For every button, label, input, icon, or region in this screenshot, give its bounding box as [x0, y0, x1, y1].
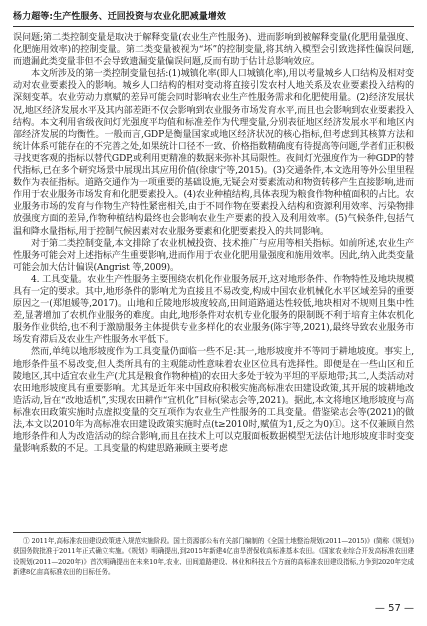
paragraph: 误问题;第二类控制变量是取决于解释变量(农业生产性服务)、进而影响到被解释变量(化肥用量强度、化肥施用效率)的控制变量。第二类变量被视为“坏”的控制变量,将其纳入模型会引致选择性偏误问题,而遗漏此类变量非但不会导致遗漏变量偏误问题,反而有助于估计总影响效应。: [13, 33, 414, 68]
footnote: [13, 536, 414, 598]
paragraph: 然而,单纯以地形坡度作为工具变量仍面临一些不足:其一,地形坡度并不等同于耕地坡度。事实上,地形条件虽不易改变,但人类所具有的主观能动性意味着农业区位具有选择性。即便是在一些山区和丘陵地区,其中适宜农业生产(尤其是粮食作物种植)的农田大多处于较为平坦的平原地带;其二,人类活动对农田地形坡度具有重要影响。尤其是近年来中国政府积极实施高标准农田建设政策,其开展的坡耕地改造活动,旨在“改地适机”,实现农田耕作“宜机化”目标(梁志会等,2021)。据此,本文将地区地形坡度与高标准农田政策实施时点虚拟变量的交互项作为农业生产性服务的工具变量。借鉴梁志会等(2021)的做法,本文以2010年为高标准农田建设政策实施时点(t≥2010时,赋值为1,反之为0)①。这不仅兼顾自然地形条件和人为改造活动的综合影响,而且在技术上可以克服面板数据模型无法估计地形坡度非时变变量影响系数的不足。工具变量的构建思路兼顾主要考虑: [13, 347, 414, 455]
paragraph: 对于第二类控制变量,本文排除了农业机械投资、技术推广与应用等相关指标。如前所述,农业生产性服务可能会对上述指标产生重要影响,进而作用于农业化肥用量强度和施用效率。因此,纳入此类变量可能会加大估计偏误(Angrist 等,2009)。: [13, 238, 414, 273]
body-text: [13, 32, 414, 528]
header-divider: [13, 26, 414, 27]
running-header-title: 杨力超等:生产性服务、迁回投资与农业化肥减量增效: [13, 12, 227, 22]
paragraph: 本文所涉及的第一类控制变量包括:(1)城镇化率(即人口城镇化率),用以考量城乡人口结构及相对变动对农业要素投入的影响。城乡人口结构的相对变动将直接引发农村人地关系及农业要素投入结构的深刻变革。农业劳动力禀赋的差异可能会同时影响农业生产性服务需求和化肥使用量。(2)经济发展状况,地区经济发展水平及其内部差距不仅会影响到农业服务市场发育水平,而且也会影响到农业要素投入结构。本文利用省级夜间灯光强度平均值和标准差作为代理变量,分别表征地区经济发展水平和地区内部经济发展的均衡性。一般而言,GDP是衡量国家或地区经济状况的核心指标,但考虑到其核算方法和统计体系可能存在的不完善之处,如果统计口径不一致、价格指数精确度有待提高等问题,学者们正积极寻找更客观的指标以替代GDP,或利用更精准的数据来弥补其局限性。夜间灯光强度作为一种GDP的替代指标,已在多个研究场景中展现出其应用价值(徐康宁等,2015)。(3)交通条件,本文选用等外公里里程数作为表征指标。道路交通作为一项重要的基础设施,无疑会对要素流动和物资转移产生直接影响,进而作用于农业服务市场发育和化肥要素投入。(4)农业种植结构,具体表现为粮食作物种植面积的占比。农业服务市场的发育与作物生产特性紧密相关,由于不同作物在要素投入结构和资源利用效率、污染物排放强度方面的差异,作物种植结构最终也会影响农业生产要素的投入及利用效率。(5)气候条件,包括气温和降水量指标,用于控制气候因素对农业服务要素和化肥要素投入的共同影响。: [13, 69, 414, 237]
page-number: — 57 —: [374, 603, 414, 614]
paragraph: 4. 工具变量。农业生产性服务主要围绕农机化作业服务展开,这对地形条件、作物特性及地块规模具有一定的要求。其中,地形条件的影响尤为直接且不易改变,构成中国农业机械化水平区域差异的重要原因之一(郑旭媛等,2017)。山地和丘陵地形坡度较高,田间道路通达性较低,地块相对不规则且集中性差,显著增加了农机作业服务的难度。由此,地形条件对农机专业化服务的限制既不利于培育主体农机化服务作业供给,也不利于激励服务主体提供专业多样化的农业服务(陈宇等,2021),最终导致农业服务市场发育滞后及农业生产性服务水平低下。: [13, 274, 414, 346]
footnote-divider: [13, 532, 141, 533]
running-header: [13, 9, 413, 25]
footnote-text: ① 2011年,高标准农田建设政策进入规范实施阶段。国土资源部公布有关部门编制的《全国土地整治规划(2011—2015)》(简称《规划》)获国务院批准于2011年正式确立实施。《规划》明确提出,到2015年新建4亿亩旱涝保收高标准基本农田。《国家农业综合开发高标准农田建设规划(2011—2020年)》首次明确提出在未来10年,农业、田间道路建设、林业和科技五个方面的高标准农田建设指标,力争到2020年完成新建8亿亩高标准农田的目标任务。: [13, 537, 414, 576]
